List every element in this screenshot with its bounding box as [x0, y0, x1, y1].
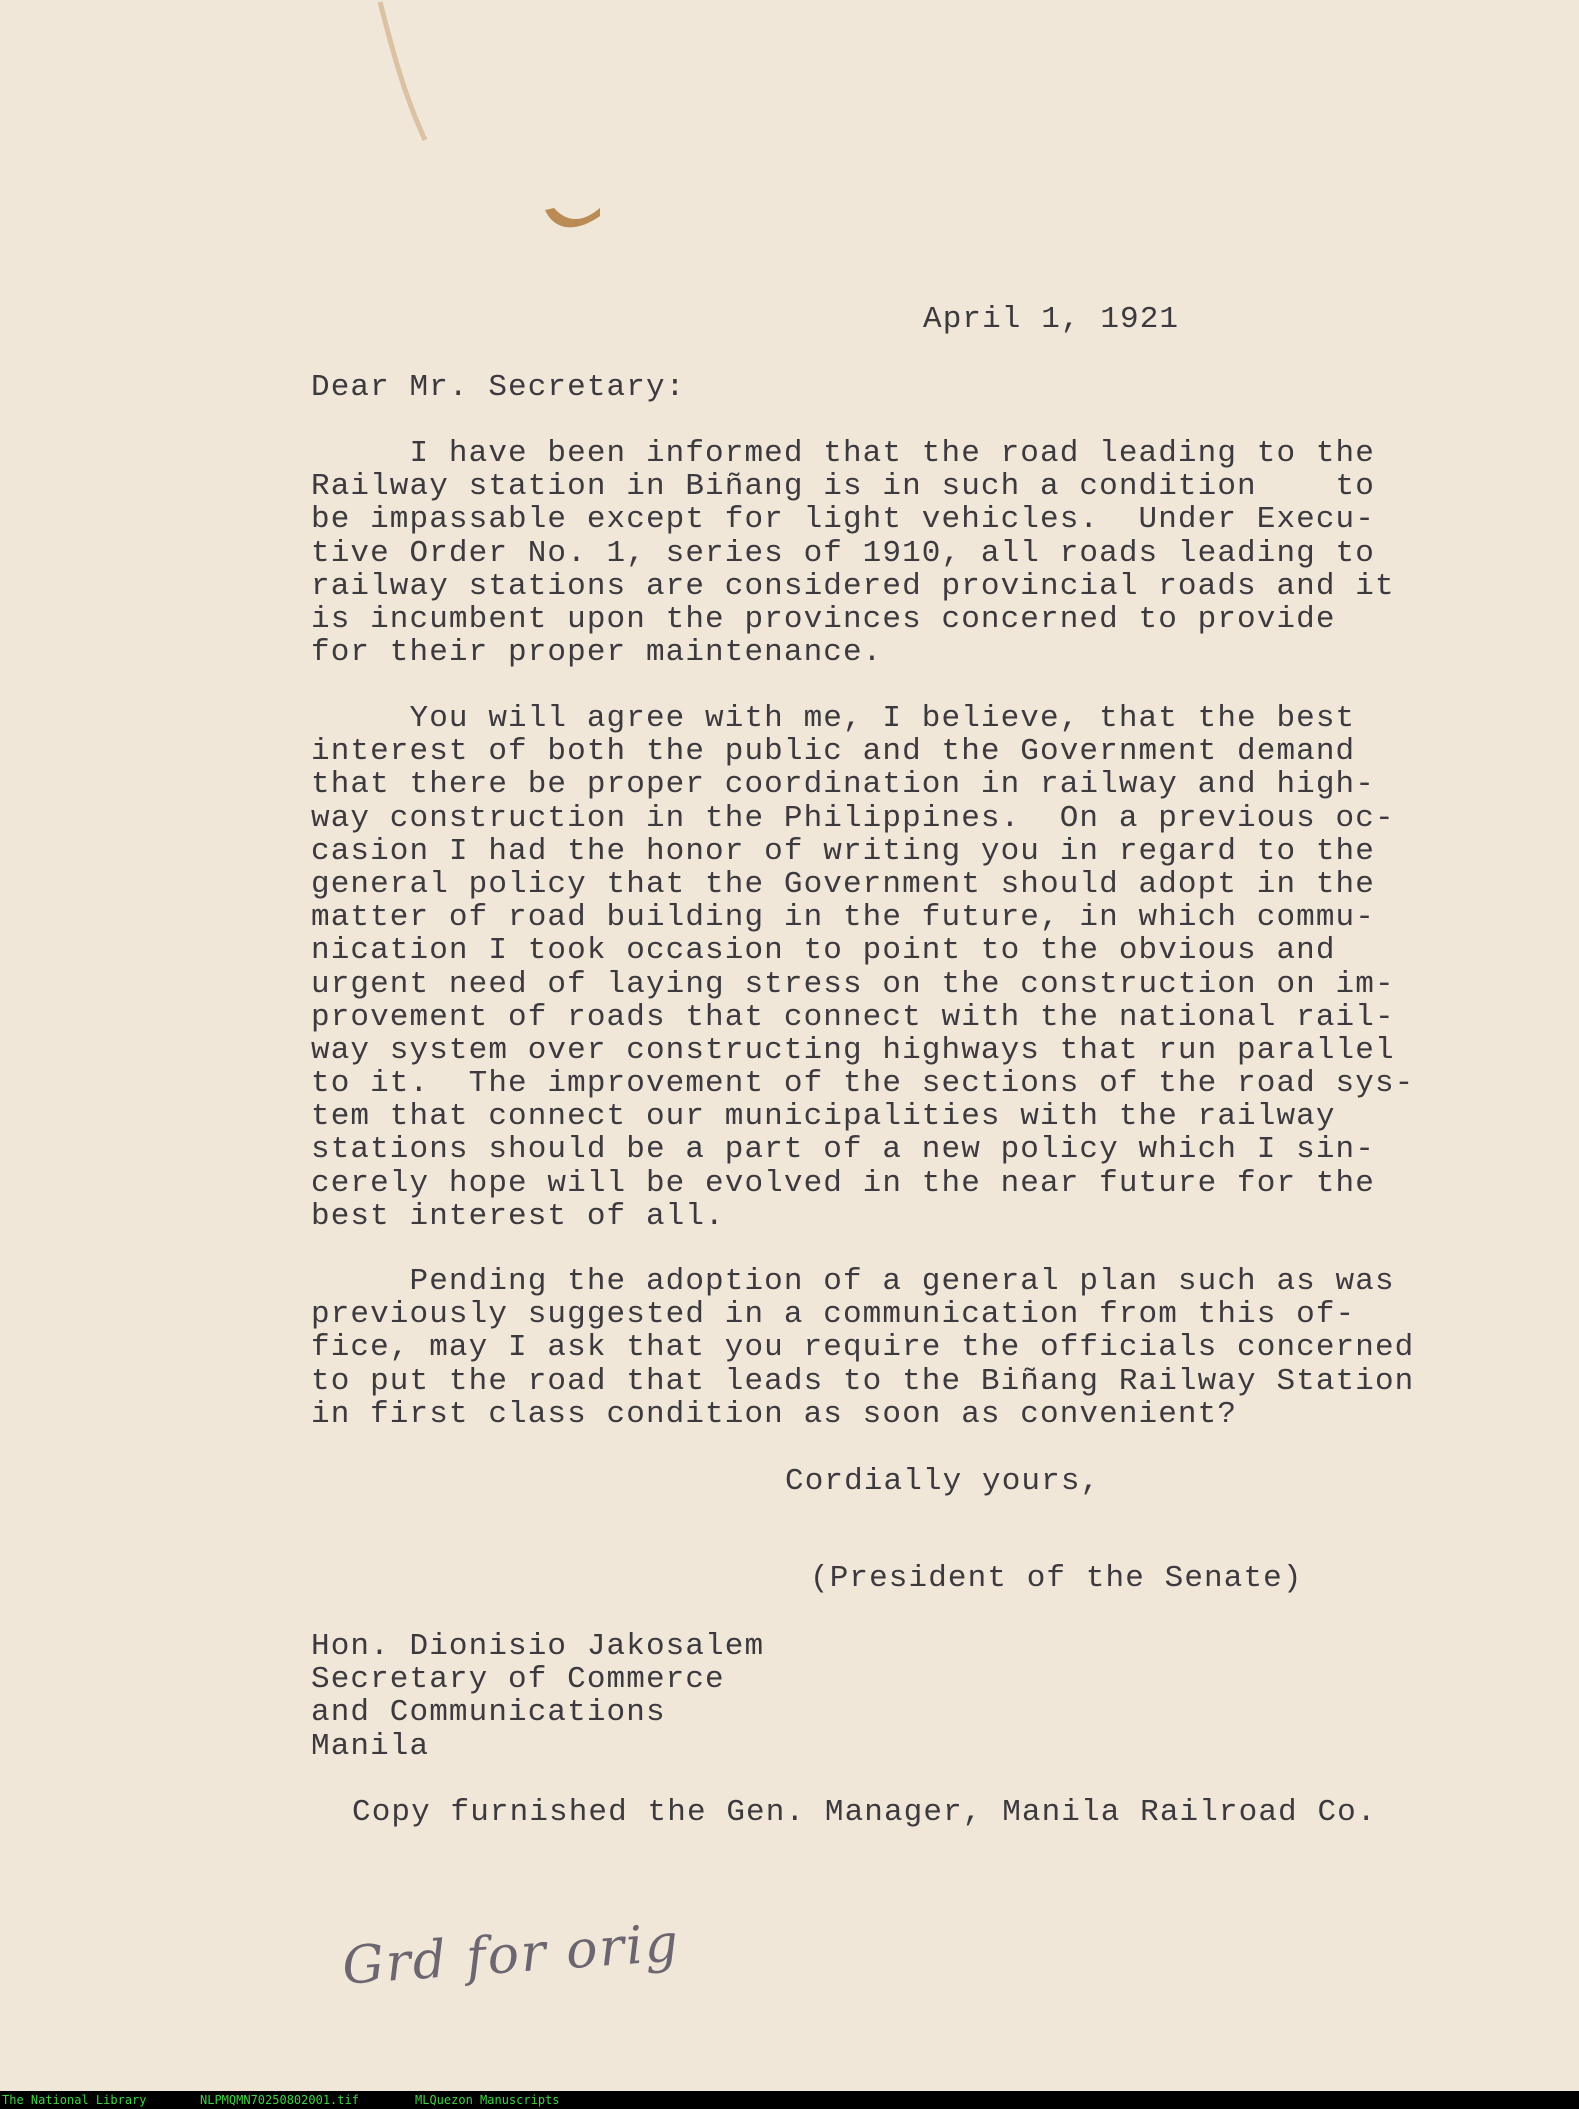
paragraph-line: You will agree with me, I believe, that the best — [311, 701, 1356, 736]
copy-furnished-note: Copy furnished the Gen. Manager, Manila Railroad Co. — [352, 1795, 1377, 1830]
paragraph-line: I have been informed that the road leading to the — [311, 436, 1375, 471]
paragraph-line: way construction in the Philippines. On a previous oc- — [311, 800, 1395, 836]
paragraph-line: to it. The improvement of the sections of the road sys- — [311, 1066, 1415, 1102]
addressee-line: Hon. Dionisio Jakosalem — [311, 1629, 765, 1664]
paragraph-line: for their proper maintenance. — [311, 635, 883, 671]
paragraph-line: urgent need of laying stress on the construction on im- — [311, 966, 1395, 1002]
paragraph-line: provement of roads that connect with the national rail- — [311, 999, 1395, 1035]
paragraph-line: tem that connect our municipalities with the railway — [311, 1099, 1336, 1135]
letter-paragraph-1 — [311, 437, 1395, 669]
paragraph-line: fice, may I ask that you require the officials concerned — [311, 1330, 1415, 1366]
footer-institution: The National Library — [2, 2093, 147, 2107]
footer-filename: NLPMQMN70250802001.tif — [200, 2093, 359, 2107]
paragraph-line: previously suggested in a communication from this of- — [311, 1297, 1356, 1333]
addressee-line: Secretary of Commerce — [311, 1662, 725, 1698]
paragraph-line: interest of both the public and the Government demand — [311, 734, 1356, 770]
signature-title: (President of the Senate) — [810, 1561, 1303, 1596]
paragraph-line: to put the road that leads to the Biñang Railway Station — [311, 1363, 1415, 1399]
paragraph-line: Pending the adoption of a general plan such as was — [311, 1264, 1395, 1299]
rust-clip-mark — [545, 206, 600, 227]
paragraph-line: Railway station in Biñang is in such a condition to — [311, 469, 1375, 505]
handwritten-note: Grd for orig — [340, 1913, 682, 1997]
paragraph-line: that there be proper coordination in railway and high- — [311, 767, 1375, 803]
addressee-line: and Communications — [311, 1695, 666, 1731]
paragraph-line: tive Order No. 1, series of 1910, all roads leading to — [311, 535, 1375, 571]
paper-stain-mark — [340, 0, 600, 250]
archive-footer-bar — [0, 2091, 1579, 2109]
paragraph-line: railway stations are considered provincial roads and it — [311, 568, 1395, 604]
letter-salutation: Dear Mr. Secretary: — [311, 370, 686, 405]
paragraph-line: cerely hope will be evolved in the near future for the — [311, 1165, 1375, 1201]
addressee-line: Manila — [311, 1728, 430, 1764]
paragraph-line: in first class condition as soon as convenient? — [311, 1396, 1238, 1432]
paragraph-line: nication I took occasion to point to the obvious and — [311, 933, 1336, 969]
letter-date: April 1, 1921 — [923, 302, 1180, 337]
paragraph-line: is incumbent upon the provinces concerned to provide — [311, 601, 1336, 637]
letter-paragraph-3 — [311, 1265, 1414, 1431]
paragraph-line: matter of road building in the future, in which commu- — [311, 900, 1375, 936]
letter-paragraph-2 — [311, 702, 1414, 1233]
paragraph-line: way system over constructing highways that run parallel — [311, 1032, 1395, 1068]
paragraph-line: stations should be a part of a new policy which I sin- — [311, 1132, 1375, 1168]
paragraph-line: be impassable except for light vehicles. Under Execu- — [311, 502, 1375, 538]
paragraph-line: best interest of all. — [311, 1198, 725, 1234]
addressee-block — [311, 1630, 764, 1763]
paragraph-line: casion I had the honor of writing you in regard to the — [311, 833, 1375, 869]
letter-closing: Cordially yours, — [785, 1464, 1101, 1499]
crease-line — [380, 2, 425, 140]
paragraph-line: general policy that the Government should adopt in the — [311, 866, 1375, 902]
footer-collection: MLQuezon Manuscripts — [415, 2093, 560, 2107]
